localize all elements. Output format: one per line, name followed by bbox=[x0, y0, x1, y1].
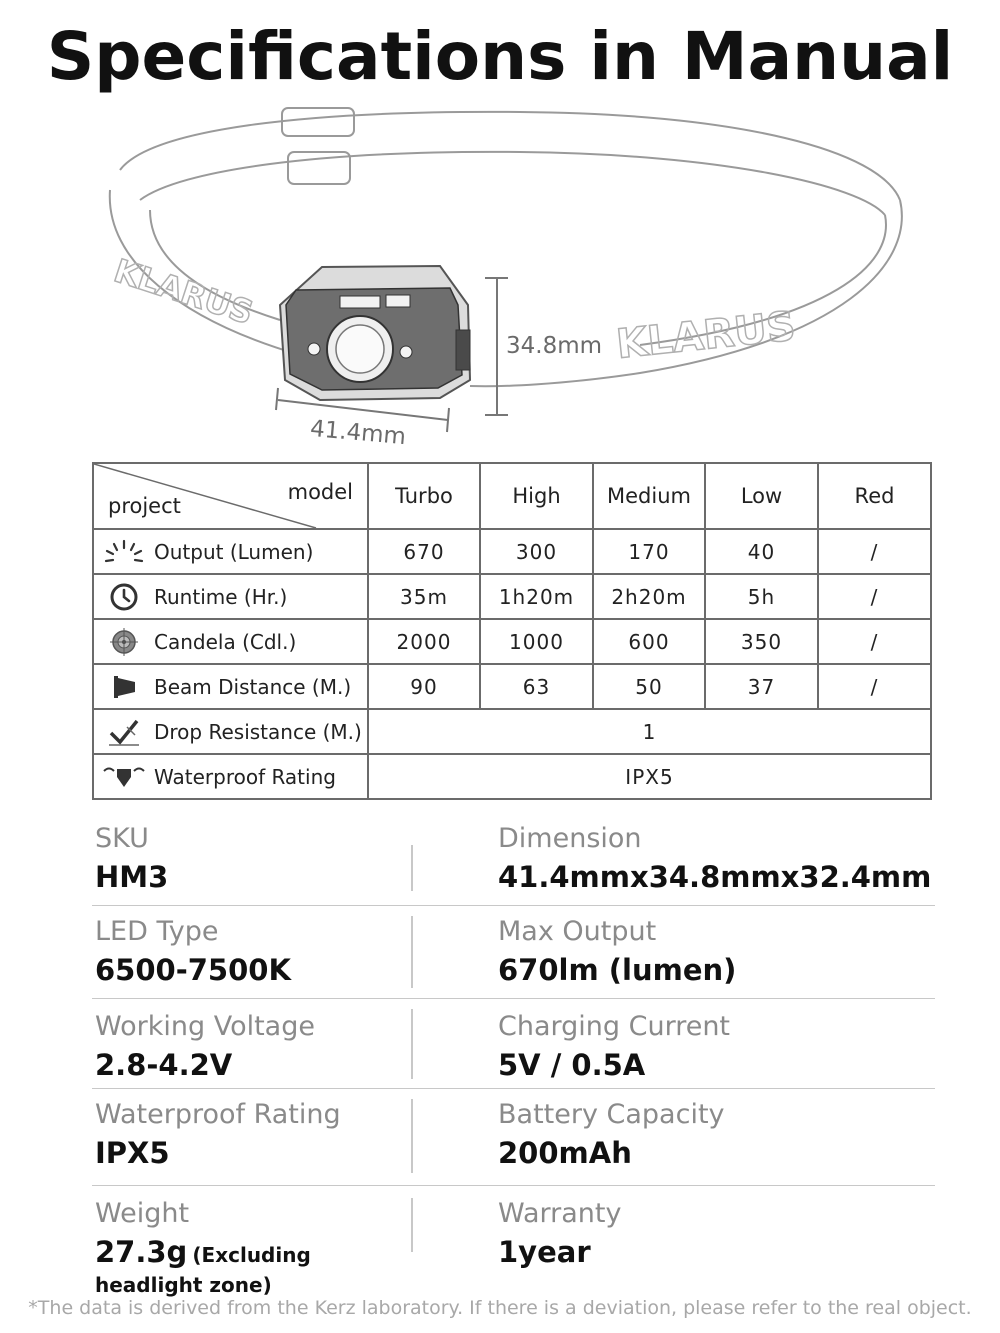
spec-value: 670lm (lumen) bbox=[498, 953, 737, 987]
table-cell: 5h bbox=[705, 574, 818, 619]
drop-check-icon bbox=[102, 717, 146, 747]
headlamp-illustration bbox=[0, 90, 1000, 460]
table-cell: 35m bbox=[368, 574, 480, 619]
spec-value: 6500-7500K bbox=[95, 953, 291, 987]
spec-value-note-continued: headlight zone) bbox=[95, 1273, 272, 1297]
table-cell: 670 bbox=[368, 529, 480, 574]
row-label: Output (Lumen) bbox=[154, 539, 314, 564]
beam-distance-icon bbox=[102, 672, 146, 702]
column-header: Low bbox=[705, 463, 818, 529]
table-cell: 40 bbox=[705, 529, 818, 574]
column-header: Medium bbox=[593, 463, 705, 529]
table-cell: 50 bbox=[593, 664, 705, 709]
table-cell: 170 bbox=[593, 529, 705, 574]
spec-label: SKU bbox=[95, 823, 149, 854]
table-cell: / bbox=[818, 664, 931, 709]
spec-row bbox=[92, 999, 935, 1089]
spec-value: 1year bbox=[498, 1235, 591, 1269]
spec-value: IPX5 bbox=[95, 1136, 170, 1170]
spec-label: LED Type bbox=[95, 916, 219, 947]
page-title: Specifications in Manual bbox=[46, 18, 954, 95]
spec-value: 200mAh bbox=[498, 1136, 632, 1170]
column-divider bbox=[411, 916, 413, 988]
table-cell: 300 bbox=[480, 529, 593, 574]
column-divider bbox=[411, 1198, 413, 1252]
spec-label: Warranty bbox=[498, 1198, 622, 1229]
column-divider bbox=[411, 845, 413, 891]
row-header bbox=[93, 529, 368, 574]
table-row bbox=[93, 664, 931, 709]
spec-row bbox=[92, 906, 935, 999]
spec-label: Dimension bbox=[498, 823, 642, 854]
spec-row bbox=[92, 1186, 935, 1296]
row-header bbox=[93, 619, 368, 664]
table-cell: 1h20m bbox=[480, 574, 593, 619]
table-cell: / bbox=[818, 529, 931, 574]
table-row bbox=[93, 709, 931, 754]
row-label: Waterproof Rating bbox=[154, 764, 336, 789]
table-cell: 1000 bbox=[480, 619, 593, 664]
table-cell: 600 bbox=[593, 619, 705, 664]
spec-label: Working Voltage bbox=[95, 1011, 315, 1042]
footnote: *The data is derived from the Kerz laboratory. If there is a deviation, please refer to the real object. bbox=[28, 1297, 972, 1319]
spec-value: 2.8-4.2V bbox=[95, 1048, 233, 1082]
spec-label: Waterproof Rating bbox=[95, 1099, 341, 1130]
spec-value: 5V / 0.5A bbox=[498, 1048, 646, 1082]
table-cell: 350 bbox=[705, 619, 818, 664]
width-dimension-label: 41.4mm bbox=[309, 415, 407, 451]
column-header: High bbox=[480, 463, 593, 529]
table-corner-cell bbox=[93, 463, 368, 529]
table-cell: 2h20m bbox=[593, 574, 705, 619]
row-label: Beam Distance (M.) bbox=[154, 674, 352, 699]
row-label: Runtime (Hr.) bbox=[154, 584, 288, 609]
column-header: Turbo bbox=[368, 463, 480, 529]
height-dimension-label: 34.8mm bbox=[506, 333, 603, 359]
spec-row bbox=[92, 1089, 935, 1186]
column-divider bbox=[411, 1009, 413, 1079]
row-header bbox=[93, 709, 368, 754]
spec-value: 27.3g bbox=[95, 1235, 188, 1269]
table-cell: / bbox=[818, 574, 931, 619]
clock-icon bbox=[102, 582, 146, 612]
water-splash-icon bbox=[102, 762, 146, 792]
row-header bbox=[93, 664, 368, 709]
spec-value: HM3 bbox=[95, 860, 169, 894]
spec-value: 41.4mmx34.8mmx32.4mm bbox=[498, 860, 932, 894]
spec-label: Max Output bbox=[498, 916, 657, 947]
svg-text:KLARUS: KLARUS bbox=[109, 251, 258, 332]
table-row bbox=[93, 574, 931, 619]
corner-label-model: model bbox=[287, 480, 353, 504]
table-row bbox=[93, 529, 931, 574]
table-row bbox=[93, 619, 931, 664]
table-cell: / bbox=[818, 619, 931, 664]
spec-value-note: (Excluding bbox=[192, 1243, 311, 1267]
spec-list bbox=[92, 815, 935, 1296]
table-cell: 2000 bbox=[368, 619, 480, 664]
table-cell: 90 bbox=[368, 664, 480, 709]
spec-label: Charging Current bbox=[498, 1011, 731, 1042]
row-label: Candela (Cdl.) bbox=[154, 629, 297, 654]
table-cell: 63 bbox=[480, 664, 593, 709]
svg-text:KLARUS: KLARUS bbox=[614, 303, 798, 368]
table-cell-merged: 1 bbox=[368, 709, 931, 754]
spec-label: Battery Capacity bbox=[498, 1099, 725, 1130]
table-row bbox=[93, 754, 931, 799]
row-header bbox=[93, 574, 368, 619]
spec-row bbox=[92, 815, 935, 906]
spec-label: Weight bbox=[95, 1198, 190, 1229]
burst-light-icon bbox=[102, 537, 146, 567]
corner-label-project: project bbox=[108, 494, 181, 518]
spec-table bbox=[92, 462, 932, 800]
target-icon bbox=[102, 627, 146, 657]
column-header: Red bbox=[818, 463, 931, 529]
column-divider bbox=[411, 1099, 413, 1173]
row-header bbox=[93, 754, 368, 799]
table-header-row bbox=[93, 463, 931, 529]
table-cell-merged: IPX5 bbox=[368, 754, 931, 799]
table-cell: 37 bbox=[705, 664, 818, 709]
row-label: Drop Resistance (M.) bbox=[154, 719, 362, 744]
